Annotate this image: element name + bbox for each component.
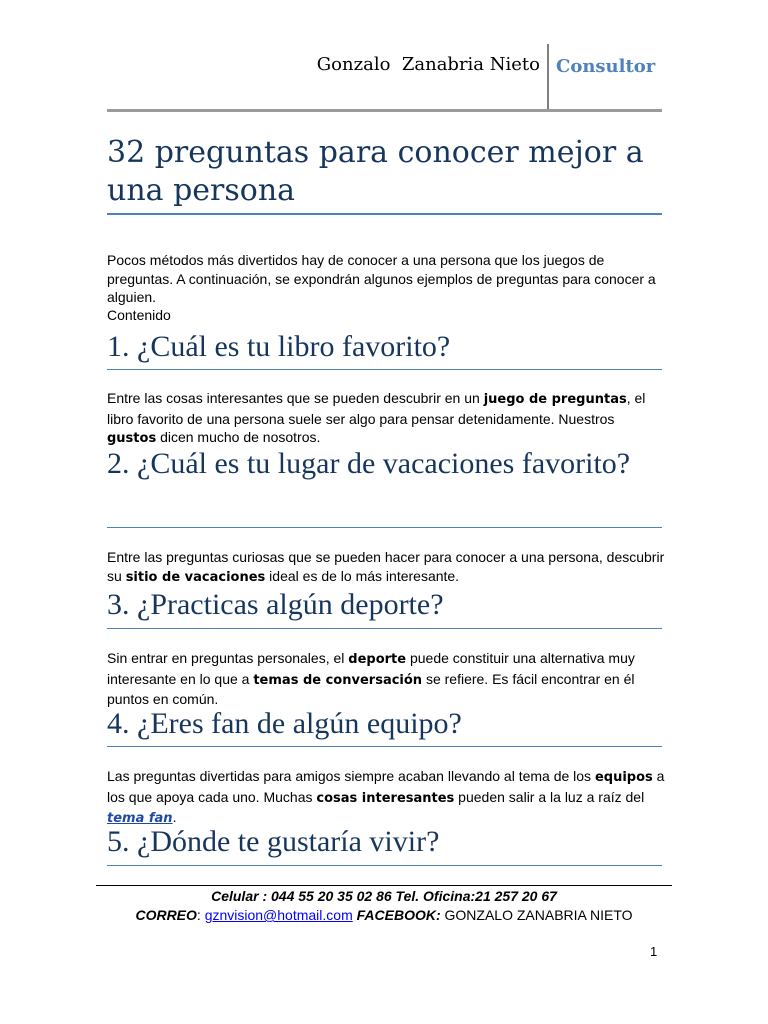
section-2-heading: 2. ¿Cuál es tu lugar de vacaciones favorito?: [107, 447, 631, 480]
contents-label: Contenido: [107, 307, 171, 323]
footer-phone-line: Celular : 044 55 20 35 02 86 Tel. Oficina:21 257 20 67: [211, 888, 557, 904]
header-author: Gonzalo Zanabria Nieto: [316, 54, 540, 75]
keyword-gustos: gustos: [107, 431, 157, 446]
section-3-rule: [107, 628, 662, 629]
section-1-heading: 1. ¿Cuál es tu libro favorito?: [107, 330, 451, 363]
section-3-paragraph: Sin entrar en preguntas personales, el deporte puede constituir una alternativa muy interesante en lo que a temas de conversación se refiere. Es fácil encontrar en él puntos en común.: [107, 650, 635, 707]
section-4-paragraph: Las preguntas divertidas para amigos siempre acaban llevando al tema de los equipos a los que apoya cada uno. Muchas cosas interesantes pueden salir a la luz a raíz del tema fan.: [107, 768, 665, 826]
section-4-heading: 4. ¿Eres fan de algún equipo?: [107, 707, 462, 740]
keyword-deporte: deporte: [348, 652, 407, 667]
section-5-heading: 5. ¿Dónde te gustaría vivir?: [107, 825, 440, 858]
header-divider: [547, 44, 549, 110]
footer-contact-line: CORREO: gznvision@hotmail.com FACEBOOK: GONZALO ZANABRIA NIETO: [135, 907, 633, 923]
intro-paragraph: Pocos métodos más divertidos hay de conocer a una persona que los juegos de preguntas. A continuación, se expondrán algunos ejemplos de preguntas para conocer a alguien.: [107, 252, 656, 305]
header-rule: [107, 109, 662, 112]
section-1-paragraph: Entre las cosas interesantes que se pueden descubrir en un juego de preguntas, el libro favorito de una persona suele ser algo para pensar detenidamente. Nuestros gustos dicen mucho de nosotros.: [107, 390, 646, 446]
tema-fan-link[interactable]: tema fan: [107, 811, 173, 826]
keyword-equipos: equipos: [594, 770, 653, 785]
title-rule: [107, 213, 662, 215]
section-1-rule: [107, 369, 662, 370]
keyword-sitio-de-vacaciones: sitio de vacaciones: [125, 569, 266, 585]
section-4-rule: [107, 746, 662, 747]
keyword-cosas-interesantes: cosas interesantes: [316, 790, 455, 806]
section-5-rule: [107, 865, 662, 866]
facebook-value: GONZALO ZANABRIA NIETO: [440, 907, 633, 923]
document-title: 32 preguntas para conocer mejor a una persona: [107, 135, 644, 208]
section-3-heading: 3. ¿Practicas algún deporte?: [107, 588, 444, 621]
section-2-paragraph: Entre las preguntas curiosas que se pueden hacer para conocer a una persona, descubrir su sitio de vacaciones ideal es de lo más interesante.: [107, 549, 665, 585]
email-link[interactable]: gznvision@hotmail.com: [204, 907, 353, 923]
facebook-label: FACEBOOK:: [356, 907, 441, 923]
keyword-temas-de-conversacion: temas de conversación: [253, 672, 423, 688]
page-number: 1: [650, 944, 658, 959]
correo-label: CORREO: [135, 907, 197, 923]
section-2-rule: [107, 527, 662, 528]
header-section: Consultor: [556, 56, 656, 77]
keyword-juego-de-preguntas: juego de preguntas: [483, 392, 627, 407]
footer-rule: [96, 885, 672, 886]
